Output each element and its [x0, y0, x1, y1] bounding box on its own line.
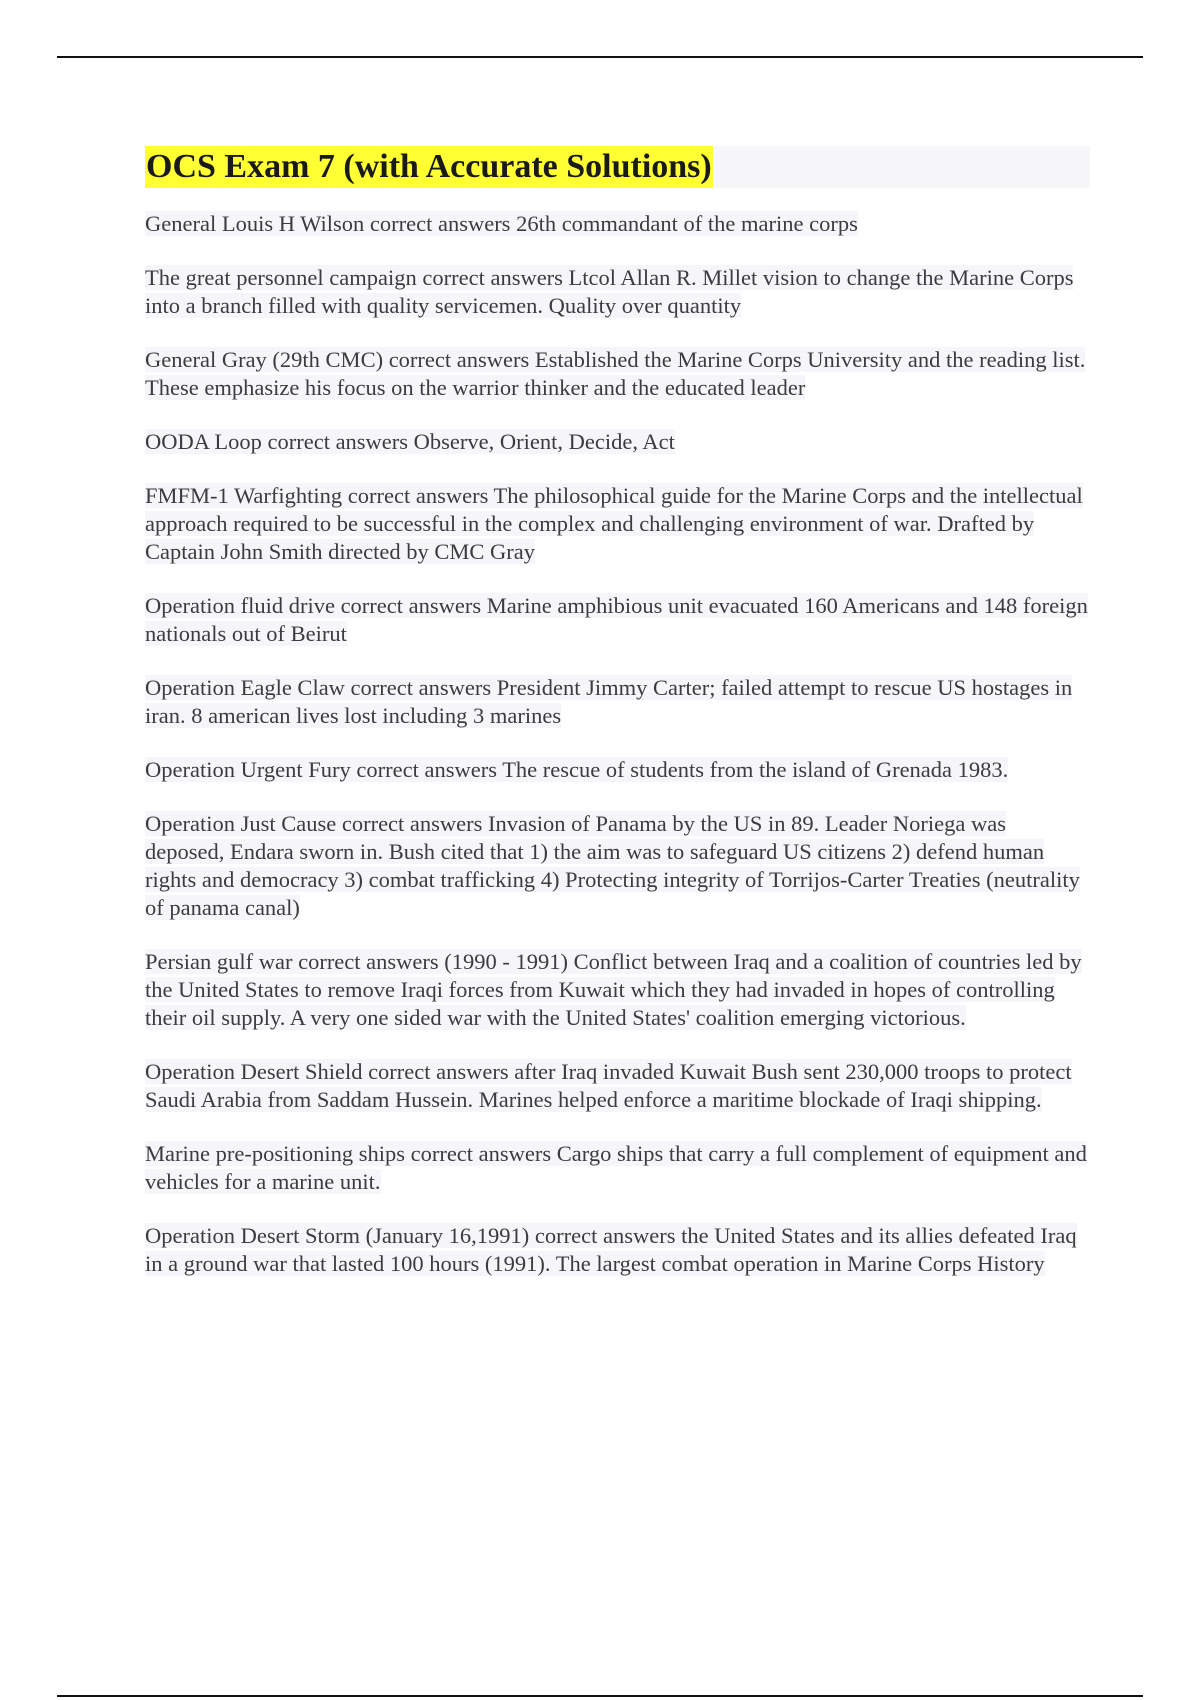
- top-rule: [57, 56, 1143, 58]
- document-body: [145, 146, 1090, 1304]
- entry: General Louis H Wilson correct answers 26th commandant of the marine corps: [145, 211, 858, 236]
- entry: FMFM-1 Warfighting correct answers The philosophical guide for the Marine Corps and the intellectual approach required to be successful in the complex and challenging environment of war. Drafted by Captain John Smith directed by CMC Gray: [145, 483, 1083, 564]
- entry: Operation Urgent Fury correct answers The rescue of students from the island of Grenada 1983.: [145, 757, 1009, 782]
- entry: Operation Just Cause correct answers Invasion of Panama by the US in 89. Leader Noriega was deposed, Endara sworn in. Bush cited that 1) the aim was to safeguard US citizens 2) defend human rights and democracy 3) combat trafficking 4) Protecting integrity of Torrijos-Carter Treaties (neutrality of panama canal): [145, 811, 1080, 920]
- entry: General Gray (29th CMC) correct answers Established the Marine Corps University and the reading list. These emphasize his focus on the warrior thinker and the educated leader: [145, 347, 1086, 400]
- document-title: OCS Exam 7 (with Accurate Solutions): [145, 146, 713, 188]
- entry: Operation Eagle Claw correct answers President Jimmy Carter; failed attempt to rescue US hostages in iran. 8 american lives lost including 3 marines: [145, 675, 1073, 728]
- entry: Operation Desert Shield correct answers after Iraq invaded Kuwait Bush sent 230,000 troops to protect Saudi Arabia from Saddam Hussein. Marines helped enforce a maritime blockade of Iraqi shipping.: [145, 1059, 1072, 1112]
- title-row: [145, 146, 1090, 188]
- entry: Marine pre-positioning ships correct answers Cargo ships that carry a full complement of equipment and vehicles for a marine unit.: [145, 1141, 1087, 1194]
- entry: Persian gulf war correct answers (1990 - 1991) Conflict between Iraq and a coalition of countries led by the United States to remove Iraqi forces from Kuwait which they had invaded in hopes of controlling their oil supply. A very one sided war with the United States' coalition emerging victorious.: [145, 949, 1082, 1030]
- bottom-rule: [57, 1695, 1143, 1697]
- entry-list: [145, 210, 1090, 1278]
- entry: OODA Loop correct answers Observe, Orient, Decide, Act: [145, 429, 675, 454]
- entry: Operation fluid drive correct answers Marine amphibious unit evacuated 160 Americans and 148 foreign nationals out of Beirut: [145, 593, 1088, 646]
- entry: Operation Desert Storm (January 16,1991) correct answers the United States and its allies defeated Iraq in a ground war that lasted 100 hours (1991). The largest combat operation in Marine Corps History: [145, 1223, 1077, 1276]
- entry: The great personnel campaign correct answers Ltcol Allan R. Millet vision to change the Marine Corps into a branch filled with quality servicemen. Quality over quantity: [145, 265, 1074, 318]
